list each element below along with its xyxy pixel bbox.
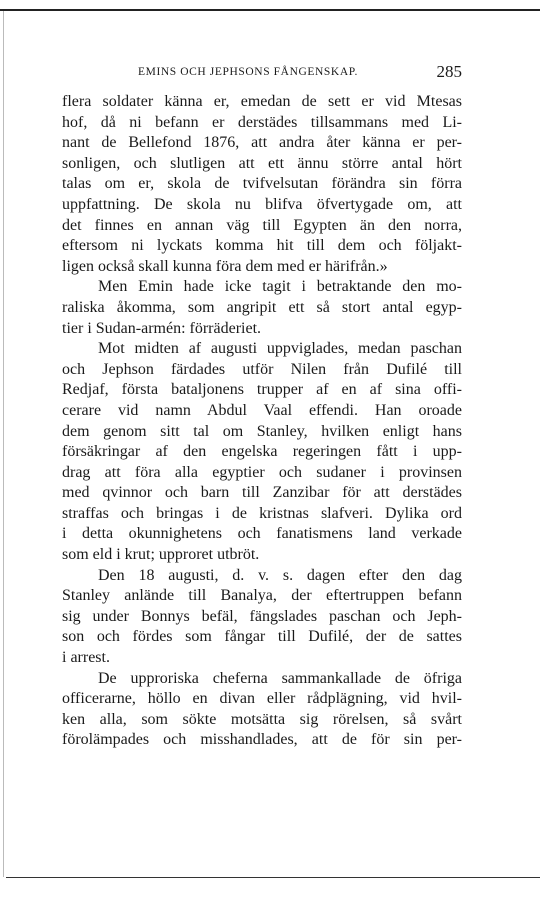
text-line: nant de Bellefond 1876, att andra åter känna er per- xyxy=(62,134,462,152)
text-line: talas om er, skola de tvifvelsutan förändra sin förra xyxy=(62,175,462,193)
page-edge xyxy=(3,11,4,877)
text-line: tier i Sudan-armén: förräderiet. xyxy=(62,319,262,337)
text-line: dem genom sitt tal om Stanley, hvilken enligt hans xyxy=(62,422,462,440)
bottom-rule xyxy=(6,877,540,878)
text-line: eftersom ni lyckats komma hit till dem och följakt- xyxy=(62,237,462,255)
body-text xyxy=(62,92,462,751)
text-line: De upproriska cheferna sammankallade de öfriga xyxy=(98,669,462,687)
text-line: förolämpades och misshandlades, att de för sin per- xyxy=(62,731,462,749)
text-line: Mot midten af augusti uppviglades, medan paschan xyxy=(98,340,462,358)
text-line: Stanley anlände till Banalya, der eftertruppen befann xyxy=(62,587,462,605)
text-line: i detta okunnighetens och fanatismens land verkade xyxy=(62,525,462,543)
text-line: uppfattning. De skola nu blifva öfvertygade om, att xyxy=(62,195,462,213)
text-line: försäkringar af den engelska regeringen fått i upp- xyxy=(62,443,462,461)
text-line: Men Emin hade icke tagit i betraktande den mo- xyxy=(98,278,462,296)
text-line: flera soldater känna er, emedan de sett er vid Mtesas xyxy=(62,93,462,110)
text-line: officerarne, höllo en divan eller rådplägning, vid hvil- xyxy=(62,690,462,708)
text-line: det finnes en annan väg till Egypten än den norra, xyxy=(62,216,462,234)
text-line: med qvinnor och barn till Zanzibar för att derstädes xyxy=(62,484,462,502)
text-line: straffas och bringas i de kristnas slafveri. Dylika ord xyxy=(62,504,462,522)
text-line: cerare vid namn Abdul Vaal effendi. Han oroade xyxy=(62,401,462,419)
text-line: och Jephson färdades utför Nilen från Dufilé till xyxy=(62,360,462,378)
text-line: ligen också skall kunna föra dem med er härifrån.» xyxy=(62,257,388,275)
text-line: Den 18 augusti, d. v. s. dagen efter den dag xyxy=(98,566,462,584)
text-line: Redjaf, första bataljonens trupper af en af sina offi- xyxy=(62,381,462,399)
running-head: EMINS OCH JEPHSONS FÅNGENSKAP. xyxy=(138,66,358,78)
text-line: drag att föra alla egyptier och sudaner i provinsen xyxy=(62,463,462,481)
text-line: som eld i krut; upproret utbröt. xyxy=(62,546,260,564)
top-rule xyxy=(0,9,540,11)
text-line: hof, då ni befann er derstädes tillsammans med Li- xyxy=(62,113,462,131)
text-line: ken alla, som sökte motsätta sig rörelsen, så svårt xyxy=(62,710,462,728)
text-line: son och fördes som fångar till Dufilé, der de sattes xyxy=(62,628,462,646)
text-line: sonligen, och slutligen att ett ännu större antal hört xyxy=(62,154,462,172)
page-header xyxy=(62,62,462,84)
text-line: i arrest. xyxy=(62,649,110,667)
text-line: raliska åkomma, som angripit ett så stort antal egyp- xyxy=(62,298,462,316)
page-number: 285 xyxy=(436,62,462,81)
text-line: sig under Bonnys befäl, fängslades paschan och Jeph- xyxy=(62,607,462,625)
